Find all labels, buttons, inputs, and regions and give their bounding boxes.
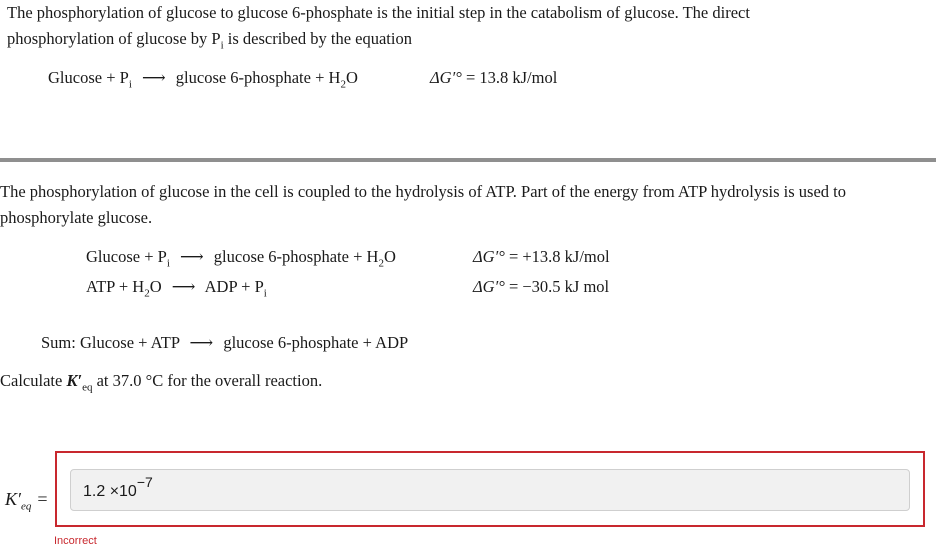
eq2-left-post: O [149, 277, 162, 296]
question-k: K′ [66, 371, 83, 390]
keq-sub: eq [20, 500, 32, 513]
coupled-line-2: phosphorylate glucose. [0, 208, 153, 227]
eq2-right: ADP + P [204, 277, 264, 296]
dg-value: = +13.8 kJ/mol [504, 247, 610, 266]
eq1-right: glucose 6-phosphate + H [213, 247, 379, 266]
question-text [0, 371, 323, 394]
equation-direct [48, 68, 358, 91]
coupled-line-1: The phosphorylation of glucose in the cell is coupled to the hydrolysis of ATP. Part of the energy from ATP hydrolysis is used to [0, 182, 846, 201]
question-pre: Calculate [0, 371, 67, 390]
dg-label: ΔG′° [473, 277, 505, 296]
answer-box [55, 451, 925, 527]
dg-label: ΔG′° [430, 68, 462, 87]
eq-right-sub: 2 [340, 78, 346, 91]
question-post: at 37.0 °C for the overall reaction. [92, 371, 323, 390]
eq1-left-sub: i [166, 257, 170, 270]
equation-glucose [86, 247, 396, 270]
intro-line-1: The phosphorylation of glucose to glucose 6-phosphate is the initial step in the catabolism of glucose. The direct [7, 3, 750, 22]
section-divider [0, 158, 936, 162]
keq-equals: = [37, 489, 48, 509]
right-arrow-icon: ⟶ [189, 333, 214, 352]
eq1-left: Glucose + P [86, 247, 167, 266]
equation-atp [86, 277, 267, 300]
sum-right: glucose 6-phosphate + ADP [223, 333, 409, 352]
right-arrow-icon: ⟶ [142, 68, 166, 87]
answer-exponent: −7 [136, 474, 153, 490]
eq2-right-sub: i [263, 287, 267, 300]
right-arrow-icon: ⟶ [171, 277, 196, 296]
dg-value: = 13.8 kJ/mol [461, 68, 558, 87]
equation-sum [41, 333, 408, 353]
incorrect-status: Incorrect [54, 535, 97, 547]
intro-line-2-post: is described by the equation [223, 29, 412, 48]
eq-right-post: O [345, 68, 358, 87]
answer-mantissa: 1.2 ×10 [83, 483, 137, 500]
eq1-right-sub: 2 [378, 257, 384, 270]
eq-left: Glucose + P [48, 68, 129, 87]
keq-label [5, 489, 48, 513]
equation-direct-dg [430, 68, 557, 88]
eq-right: glucose 6-phosphate + H [175, 68, 341, 87]
keq-k: K′ [5, 489, 21, 509]
intro-line-2 [7, 26, 412, 52]
equation-atp-dg [473, 277, 609, 297]
intro-line-2-sub: i [220, 39, 224, 52]
intro-line-2-pre: phosphorylation of glucose by P [7, 29, 221, 48]
dg-label: ΔG′° [473, 247, 505, 266]
right-arrow-icon: ⟶ [180, 247, 204, 266]
sum-left: Sum: Glucose + ATP [41, 333, 180, 352]
eq1-right-post: O [383, 247, 396, 266]
eq2-left-sub: 2 [144, 287, 150, 300]
eq-left-sub: i [128, 78, 132, 91]
eq2-left: ATP + H [86, 277, 145, 296]
dg-value: = −30.5 kJ mol [504, 277, 610, 296]
equation-glucose-dg [473, 247, 610, 267]
question-sub: eq [82, 381, 93, 394]
answer-input[interactable] [70, 469, 910, 511]
